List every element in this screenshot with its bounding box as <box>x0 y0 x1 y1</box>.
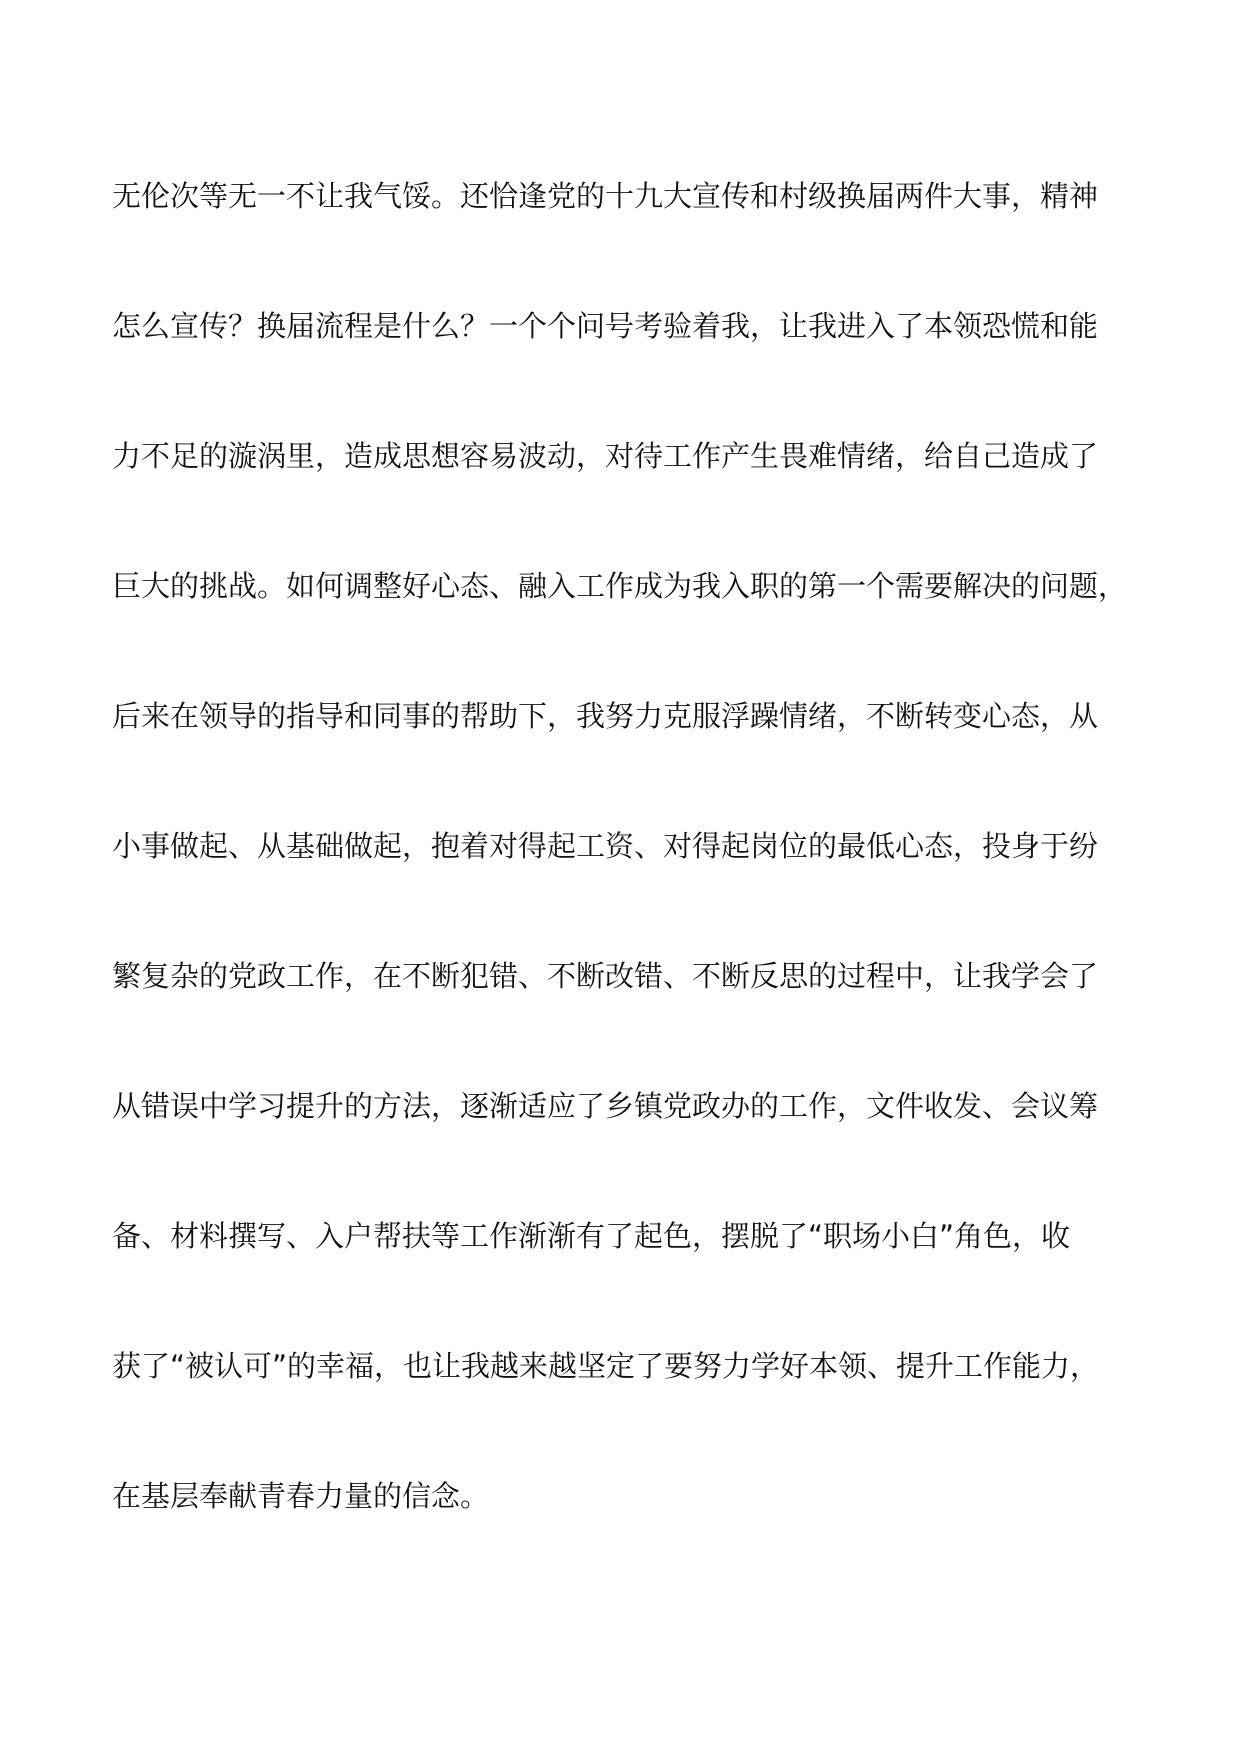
paragraph-line-10: 获了“被认可”的幸福，也让我越来越坚定了要努力学好本领、提升工作能力， <box>112 1349 1100 1383</box>
paragraph-line-3: 力不足的漩涡里，造成思想容易波动，对待工作产生畏难情绪，给自己造成了 <box>112 439 1099 473</box>
paragraph-line-4: 巨大的挑战。如何调整好心态、融入工作成为我入职的第一个需要解决的问题， <box>112 569 1128 603</box>
paragraph-line-6: 小事做起、从基础做起，抱着对得起工资、对得起岗位的最低心态，投身于纷 <box>112 829 1099 863</box>
paragraph-line-11: 在基层奉献青春力量的信念。 <box>112 1479 490 1513</box>
paragraph-line-5: 后来在领导的指导和同事的帮助下，我努力克服浮躁情绪，不断转变心态，从 <box>112 699 1099 733</box>
paragraph-line-7: 繁复杂的党政工作，在不断犯错、不断改错、不断反思的过程中，让我学会了 <box>112 959 1099 993</box>
paragraph-line-8: 从错误中学习提升的方法，逐渐适应了乡镇党政办的工作，文件收发、会议筹 <box>112 1089 1099 1123</box>
paragraph-line-2: 怎么宣传？换届流程是什么？一个个问号考验着我，让我进入了本领恐慌和能 <box>112 309 1099 343</box>
paragraph-line-1: 无伦次等无一不让我气馁。还恰逢党的十九大宣传和村级换届两件大事，精神 <box>112 179 1099 213</box>
paragraph <box>112 166 1152 1596</box>
paragraph-line-9: 备、材料撰写、入户帮扶等工作渐渐有了起色，摆脱了“职场小白”角色，收 <box>112 1219 1071 1253</box>
